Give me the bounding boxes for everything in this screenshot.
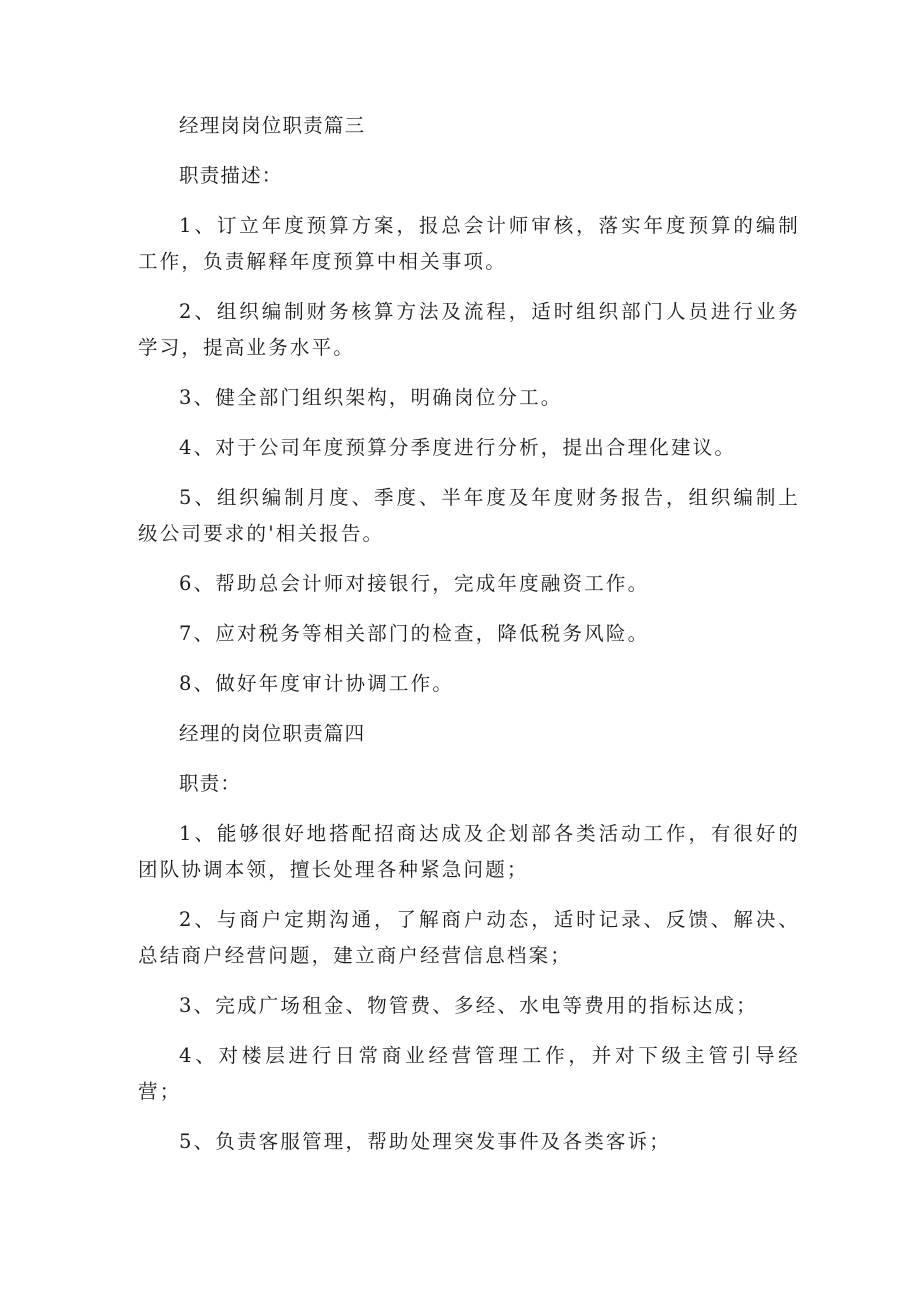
section3-item-8: 8、做好年度审计协调工作。 <box>179 672 455 695</box>
section4-subtitle: 职责： <box>179 772 242 795</box>
section3-item-5: 5、组织编制月度、季度、半年度及年度财务报告，组织编制上级公司要求的'相关报告。 <box>138 486 800 545</box>
section4-item-3: 3、完成广场租金、物管费、多经、水电等费用的指标达成； <box>179 994 758 1017</box>
section3-subtitle: 职责描述： <box>179 164 283 187</box>
section4-title: 经理的岗位职责篇四 <box>179 722 366 745</box>
section3-item-4: 4、对于公司年度预算分季度进行分析，提出合理化建议。 <box>179 436 737 459</box>
section4-item-1: 1、能够很好地搭配招商达成及企划部各类活动工作，有很好的团队协调本领，擅长处理各种紧急问题； <box>138 822 800 881</box>
section4-item-5: 5、负责客服管理，帮助处理突发事件及各类客诉； <box>179 1130 672 1153</box>
section3-item-7: 7、应对税务等相关部门的检查，降低税务风险。 <box>179 622 650 645</box>
section3-item-6: 6、帮助总会计师对接银行，完成年度融资工作。 <box>179 572 650 595</box>
section3-item-1: 1、订立年度预算方案，报总会计师审核，落实年度预算的编制工作，负责解释年度预算中相关事项。 <box>138 214 800 273</box>
section3-title: 经理岗岗位职责篇三 <box>179 114 366 137</box>
section3-item-2: 2、组织编制财务核算方法及流程，适时组织部门人员进行业务学习，提高业务水平。 <box>138 300 800 359</box>
section4-item-2: 2、与商户定期沟通，了解商户动态，适时记录、反馈、解决、总结商户经营问题，建立商户经营信息档案； <box>138 908 800 967</box>
section4-item-4: 4、对楼层进行日常商业经营管理工作，并对下级主管引导经营； <box>138 1044 800 1103</box>
section3-item-3: 3、健全部门组织架构，明确岗位分工。 <box>179 386 563 409</box>
document-body <box>138 108 800 1174</box>
